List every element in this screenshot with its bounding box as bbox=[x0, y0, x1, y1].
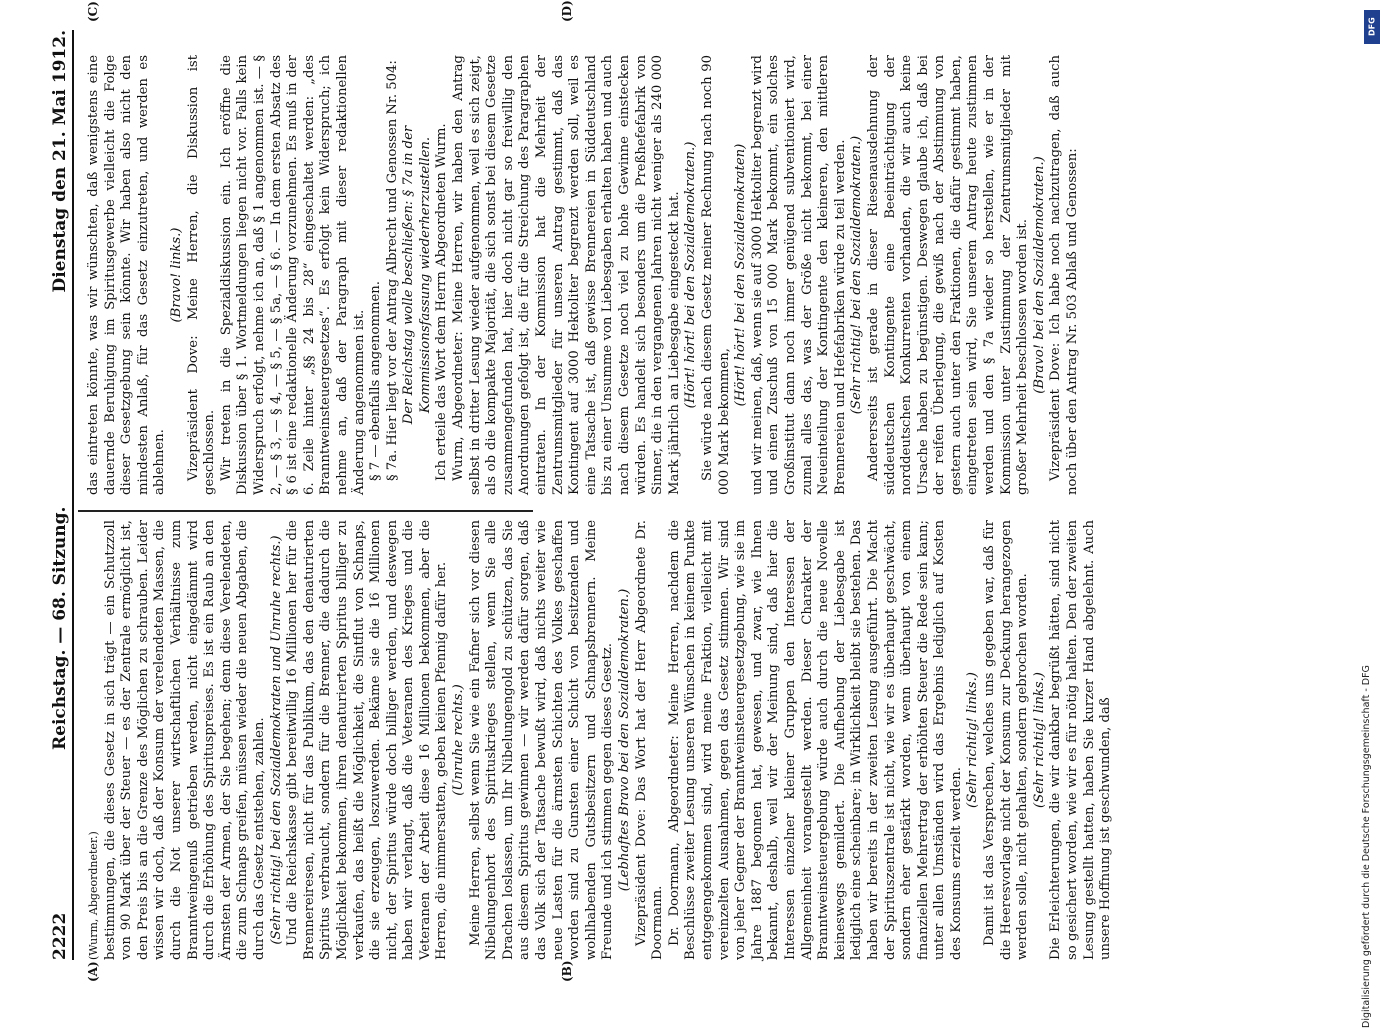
paragraph: Dr. Doormann, Abgeordneter: Meine Herren, nachdem die Beschlüsse zweiter Lesung unseren Wünschen in keinem Punkte entgegengekommen sind, wird meine Fraktion, vielleicht mit vereinzelten Ausnahmen, gegen das Gesetz stimmen. Wir sind von jeher Gegner der Branntweinsteuergesetzgebung, wie sie im Jahre 1887 begonnen hat, gewesen, und zwar, wie Ihnen bekannt, deshalb, weil wir der Meinung sind, daß hier die Interessen einzelner kleiner Gruppen den Interessen der Allgemeinheit vorangestellt werden. Dieser Charakter der Branntweinsteuergebung würde auch durch die neue Novelle keineswegs gemildert. Die Aufhebung der Liebesgabe ist lediglich eine scheinbare; in Wirklichkeit bleibt sie bestehen. Das haben wir bereits in der zweiten Lesung ausgeführt. Die Macht der Spirituszentrale ist nicht, wie wir es überhaupt geschwächt, sondern eher gestärkt worden, wenn überhaupt von einem finanziellen Mehrertrag der erhöhten Steuer die Rede sein kann; unter allen Umständen wird das Ergebnis lediglich auf Kosten des Konsums erzielt werden. bbox=[666, 520, 964, 960]
margin-marker-c: (C) bbox=[86, 1, 100, 22]
session-date: Dienstag den 21. Mai 1912. bbox=[50, 30, 70, 293]
interjection: (Hört! hört! bei den Sozialdemokraten) bbox=[733, 143, 749, 407]
margin-marker-b: (B) bbox=[560, 960, 574, 982]
column-divider bbox=[78, 511, 533, 513]
paragraph: § 7a. Hier liegt vor der Antrag Albrecht und Genossen Nr. 504: bbox=[384, 60, 400, 481]
paragraph: und wir meinen, daß, wenn sie auf 3000 Hektoliter begrenzt wird und einen Zuschuß von 15 000 Mark bekommt, ein solches Großinstitut dann noch immer genügend subventioniert wird, zumal alles das, was der Größe nicht bekommt, bei einer Neueinteilung der Kontingente den kleineren, den mittleren Brennereien und Hefefabriken würde zu teil werden. bbox=[749, 55, 848, 495]
interjection: (Sehr richtig! links.) bbox=[965, 672, 981, 808]
interjection: (Bravo! links.) bbox=[168, 227, 184, 323]
paragraph: das eintreten könnte, was wir wünschten, daß wenigstens eine dauernde Beruhigung im Spiritusgewerbe vielleicht die Folge dieser Gesetzgebung sein könnte. Wir haben also nicht den mindesten Anlaß, für das Gesetz einzutreten, und werden es ablehnen. bbox=[86, 55, 168, 495]
interjection: (Hört! hört! bei den Sozialdemokraten.) bbox=[683, 141, 699, 409]
motion-text: Der Reichstag wolle beschließen: § 7a in der Kommissionsfassung wiederherzustellen. bbox=[401, 125, 433, 425]
page-number: 2222 bbox=[50, 912, 70, 960]
paragraph: Und die Reichskasse gibt bereitwillig 16 Millionen her für die Brennereiresen, nicht für das Publikum, das den denaturierten Spiritus verbraucht, sondern für die Brenner, die dadurch die Möglichkeit bekommen, ihren denaturierten Spiritus billiger zu verkaufen, das heißt die Möglichkeit, die Sintflut von Schnaps, die sie erzeugen, loszuwerden. Bekäme sie die 16 Millionen nicht, der Spiritus würde doch billiger werden, und deswegen haben wir verlangt, daß die Veteranen des Krieges und die Veteranen der Arbeit diese 16 Millionen bekommen, aber die Herren, die nimmersatten, geben keinen Pfennig dafür her. bbox=[285, 520, 450, 960]
paragraph: Wir treten in die Spezialdiskussion ein. Ich eröffne die Diskussion über § 1. Wortmeldungen liegen nicht vor. Falls kein Widerspruch erfolgt, nehme ich an, daß § 1 angenommen ist. — § 2, — § 3, — § 4, — § 5, — § 5a, — § 6. — In dem ersten Absatz des § 6 ist eine redaktionelle Änderung vorzunehmen. Es muß in der 6. Zeile hinter „§§ 24 bis 28“ eingeschaltet werden: „des Branntweinsteuergesetzes“. Es erfolgt kein Widerspruch; ich nehme an, daß der Paragraph mit dieser redaktionellen Änderung angenommen ist. bbox=[218, 55, 367, 495]
speaker-continuation: (Wurm, Abgeordneter.) bbox=[87, 831, 100, 960]
paragraph: Vizepräsident Dove: Ich habe noch nachzutragen, daß auch noch über den Antrag Nr. 503 Ablaß und Genossen: bbox=[1048, 55, 1081, 495]
interjection: (Sehr richtig! bei den Sozialdemokraten und Unruhe rechts.) bbox=[268, 535, 284, 945]
paragraph: Damit ist das Versprechen, welches uns gegeben war, daß für die Heeresvorlage nicht der Konsum zur Deckung herangezogen werden solle, nicht gehalten, sondern gebrochen worden. bbox=[982, 520, 1031, 960]
paragraph: Ich erteile das Wort dem Herrn Abgeordneten Wurm. bbox=[434, 123, 450, 481]
interjection: (Lebhaftes Bravo bei den Sozialdemokraten.) bbox=[617, 588, 632, 892]
paragraph: Vizepräsident Dove: Meine Herren, die Diskussion ist geschlossen. bbox=[185, 55, 218, 495]
interjection: (Unruhe rechts.) bbox=[451, 684, 467, 796]
digitization-note: Digitalisierung gefördert durch die Deutsche Forschungsgemeinschaft - DFG bbox=[1361, 665, 1372, 1028]
paragraph: § 7 — ebenfalls angenommen. bbox=[368, 281, 384, 481]
right-column bbox=[86, 55, 1082, 495]
margin-marker-d: (D) bbox=[560, 0, 574, 22]
paragraph: bestimmungen, die dieses Gesetz in sich trägt — ein Schutzzoll von 90 Mark über der Steuer — es der Zentrale ermöglicht ist, den Preis bis an die Grenze des Möglichen zu schrauben. Leider wissen wir doch, daß der Konsum der verelendeten Massen, die durch die Not unserer wirtschaftlichen Verhältnisse zum Branntweingenuß getrieben werden, nicht eingedämmt wird durch die Erhöhung des Spirituspreises. Es ist ein Raub an den Ärmsten der Armen, der Sie begehen; denn diese Verelendeten, die zum Schnaps greifen, müssen wieder die neuen Abgaben, die durch das Gesetz entstehen, zahlen. bbox=[102, 520, 267, 960]
paragraph: Andererseits ist gerade in dieser Riesenausdehnung der süddeutschen Kontingente eine Beeinträchtigung der norddeutschen Konkurrenten vorhanden, die wir auch keine Ursache haben zu begünstigen. Deswegen glaube ich, daß bei der reifen Überlegung, die gewiß nach der Abstimmung von gestern auch unter den Fraktionen, die dafür gestimmt haben, eingetreten sein wird, Sie unserem Antrag heute zustimmen werden und den § 7a wieder so herstellen, wie er in der Kommission unter Zustimmung der Zentrumsmitglieder mit großer Mehrheit beschlossen worden ist. bbox=[865, 55, 1031, 495]
paragraph: Vizepräsident Dove: Das Wort hat der Herr Abgeordnete Dr. Doormann. bbox=[633, 520, 666, 960]
margin-marker-a: (A) bbox=[86, 961, 100, 982]
interjection: (Bravo! bei den Sozialdemokraten.) bbox=[1031, 156, 1047, 394]
paragraph: Meine Herren, selbst wenn Sie wie ein Fafner sich vor diesen Nibelungenhort des Spirituskrieges stellen, wenn Sie alle Drachen loslassen, um Ihr Nibelungengold zu schützen, das Sie aus diesem Spiritus gewinnen — wir werden dafür sorgen, daß das Volk sich der Tatsache bewußt wird, daß nichts weiter wie neue Lasten für die ärmsten Schichten des Volkes geschaffen worden sind zu Gunsten einer Schicht von besitzenden und wohlhabenden Gutsbesitzern und Schnapsbrennern. Meine Freunde und ich stimmen gegen dieses Gesetz. bbox=[467, 520, 616, 960]
paragraph: Wurm, Abgeordneter: Meine Herren, wir haben den Antrag selbst in dritter Lesung wieder aufgenommen, weil es sich zeigt, als ob die kompakte Majorität, die sich sonst bei diesem Gesetze zusammengefunden hat, hier doch nicht gar so freiwillig den Anordnungen gefolgt ist, die für die Streichung des Paragraphen eintraten. In der Kommission hat die Mehrheit der Zentrumsmitglieder für unseren Antrag gestimmt, daß das Kontingent auf 3000 Hektoliter begrenzt werden soll, weil es eine Tatsache ist, daß gewisse Brennereien in Süddeutschland bis zu einer Unsumme von Liebesgaben erhalten haben und auch nach diesem Gesetze noch viel zu hohe Gewinne einstecken würden. Es handelt sich besonders um die Preßhefefabrik von Sinner, die in den vergangenen Jahren nicht weniger als 240 000 Mark jährlich an Liebesgabe eingesteckt hat. bbox=[451, 55, 682, 495]
paragraph: Die Erleichterungen, die wir dankbar begrüßt hätten, sind nicht so gesichert worden, wie wir es für nötig halten. Den der zweiten Lesung gestellt hatten, haben Sie kurzer Hand abgelehnt. Auch unsere Hoffnung ist geschwunden, daß bbox=[1048, 520, 1114, 960]
paragraph: Sie würde nach diesem Gesetz meiner Rechnung nach noch 90 000 Mark bekommen, bbox=[699, 55, 732, 495]
interjection: (Sehr richtig! bei den Sozialdemokraten.) bbox=[849, 135, 865, 415]
page-title: Reichstag. — 68. Sitzung. bbox=[50, 506, 70, 750]
dfg-logo: DFG bbox=[1364, 10, 1380, 44]
page-header bbox=[48, 30, 74, 960]
interjection: (Sehr richtig! links.) bbox=[1031, 672, 1047, 808]
left-column bbox=[86, 520, 1115, 960]
